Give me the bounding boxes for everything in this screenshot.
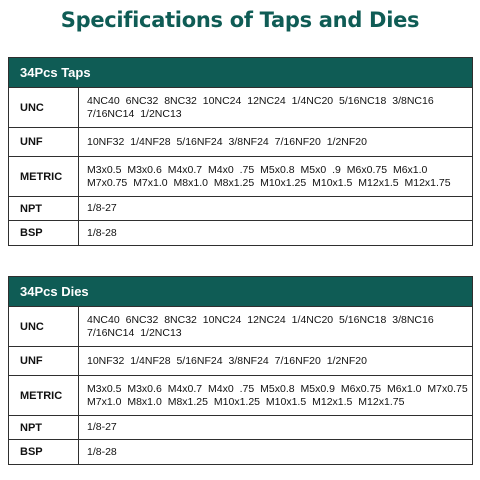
page-title: Specifications of Taps and Dies [60,8,420,32]
taps-row-unc [9,88,472,128]
dies-row-bsp [9,440,472,464]
row-values: 4NC40 6NC32 8NC32 10NC24 12NC24 1/4NC20 5/16NC18 3/8NC16 7/16NC14 1/2NC13 [87,95,434,120]
row-values: 1/8-27 [87,421,117,434]
row-label: UNC [9,88,79,127]
row-values: M3x0.5 M3x0.6 M4x0.7 M4x0 .75 M5x0.8 M5x0.9 M6x0.75 M6x1.0 M7x0.75 M7x1.0 M8x1.0 M8x1.25 M10x1.25 M10x1.5 M12x1.5 M12x1.75 [87,383,468,408]
row-label: METRIC [9,157,79,196]
row-label: BSP [9,221,79,245]
row-label: NPT [9,197,79,220]
row-label: NPT [9,416,79,439]
row-label: METRIC [9,376,79,415]
row-values: 1/8-28 [87,445,117,458]
taps-row-bsp [9,221,472,245]
row-values: M3x0.5 M3x0.6 M4x0.7 M4x0 .75 M5x0.8 M5x0 .9 M6x0.75 M6x1.0 M7x0.75 M7x1.0 M8x1.0 M8x1.25 M10x1.25 M10x1.5 M12x1.5 M12x1.75 [87,164,451,189]
row-label: UNF [9,128,79,156]
dies-table-header: 34Pcs Dies [9,277,472,307]
row-label: UNF [9,347,79,375]
taps-row-npt [9,197,472,221]
row-values: 4NC40 6NC32 8NC32 10NC24 12NC24 1/4NC20 5/16NC18 3/8NC16 7/16NC14 1/2NC13 [87,314,434,339]
row-values: 1/8-28 [87,226,117,239]
row-values: 10NF32 1/4NF28 5/16NF24 3/8NF24 7/16NF20 1/2NF20 [87,135,367,148]
taps-row-metric [9,157,472,197]
row-label: BSP [9,440,79,464]
row-label: UNC [9,307,79,346]
dies-row-metric [9,376,472,416]
taps-row-unf [9,128,472,157]
taps-spec-table [8,57,473,246]
dies-row-npt [9,416,472,440]
row-values: 10NF32 1/4NF28 5/16NF24 3/8NF24 7/16NF20 1/2NF20 [87,354,367,367]
dies-row-unc [9,307,472,347]
dies-spec-table [8,276,473,465]
taps-table-header: 34Pcs Taps [9,58,472,88]
dies-row-unf [9,347,472,376]
row-values: 1/8-27 [87,202,117,215]
